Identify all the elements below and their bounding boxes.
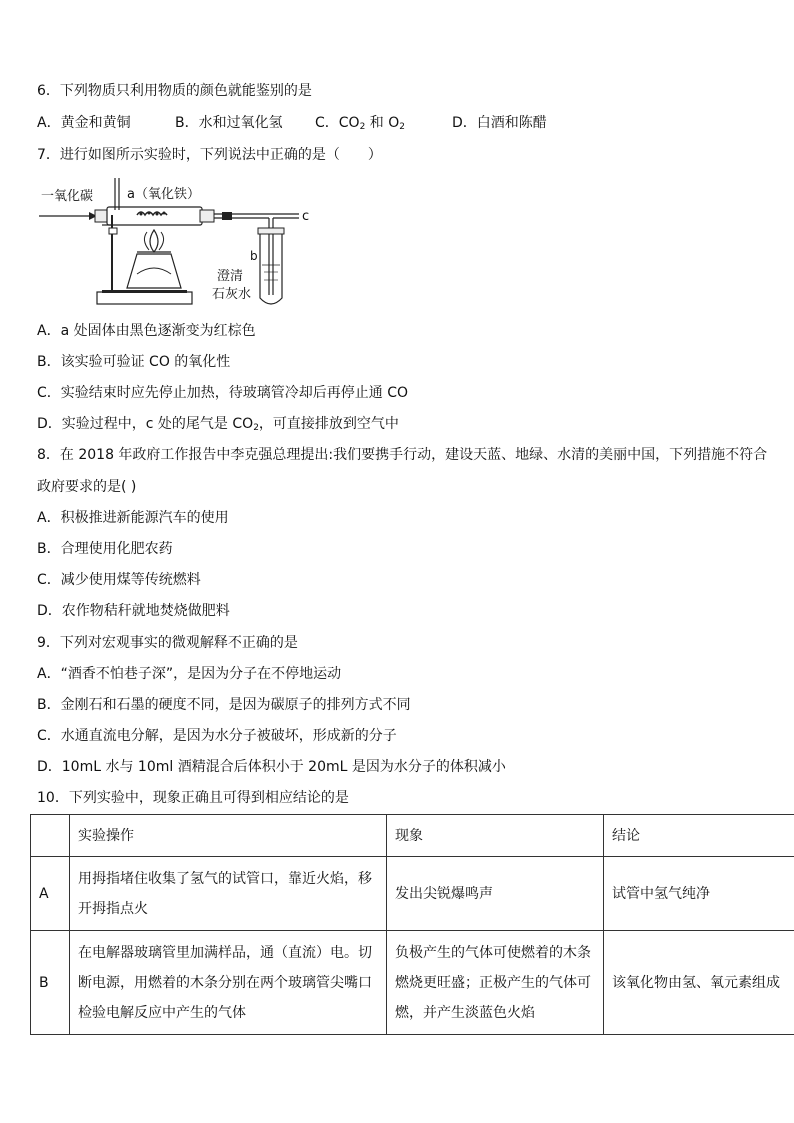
table-header-row — [31, 815, 794, 857]
row-conclusion: 试管中氢气纯净 — [604, 857, 794, 931]
row-conclusion: 该氧化物由氢、氧元素组成 — [604, 931, 794, 1035]
label-limewater-line1: 澄清 — [217, 269, 244, 284]
row-label: B — [31, 931, 70, 1035]
label-c: c — [302, 209, 310, 224]
q6-stem: 6．下列物质只利用物质的颜色就能鉴别的是 — [37, 83, 312, 99]
q8-stem-line1: 8．在 2018 年政府工作报告中李克强总理提出:我们要携手行动，建设天蓝、地绿、水清的美丽中国，下列措施不符合 — [37, 447, 768, 463]
q9-option-b: B．金刚石和石墨的硬度不同，是因为碳原子的排列方式不同 — [37, 697, 411, 713]
q6-options — [37, 113, 777, 133]
label-limewater-line2: 石灰水 — [212, 287, 252, 302]
q7-option-b: B．该实验可验证 CO 的氧化性 — [37, 354, 231, 370]
row-label: A — [31, 857, 70, 931]
q7-option-a: A．a 处固体由黑色逐渐变为红棕色 — [37, 323, 256, 339]
q10-stem: 10．下列实验中，现象正确且可得到相应结论的是 — [37, 790, 349, 806]
q8-option-a: A．积极推进新能源汽车的使用 — [37, 510, 229, 526]
header-cell-operation: 实验操作 — [70, 815, 387, 857]
label-carbon-monoxide: 一氧化碳 — [41, 189, 94, 204]
q9-option-d: D．10mL 水与 10ml 酒精混合后体积小于 20mL 是因为水分子的体积减小 — [37, 759, 506, 775]
header-cell-blank — [31, 815, 70, 857]
q7-option-c: C．实验结束时应先停止加热，待玻璃管冷却后再停止通 CO — [37, 385, 409, 401]
row-phenomenon: 发出尖锐爆鸣声 — [387, 857, 604, 931]
q8-option-c: C．减少使用煤等传统燃料 — [37, 572, 201, 588]
q7-stem: 7．进行如图所示实验时，下列说法中正确的是（ ） — [37, 147, 382, 163]
q9-option-a: A．“酒香不怕巷子深”，是因为分子在不停地运动 — [37, 666, 342, 682]
row-operation: 在电解器玻璃管里加满样品，通（直流）电。切断电源，用燃着的木条分别在两个玻璃管尖嘴口检验电解反应中产生的气体 — [70, 931, 387, 1035]
co-reduction-apparatus-figure — [37, 170, 357, 310]
table-row — [31, 857, 794, 931]
q9-option-c: C．水通直流电分解，是因为水分子被破坏，形成新的分子 — [37, 728, 397, 744]
q6-option-a: A．黄金和黄铜 — [37, 115, 131, 131]
q7-option-d: D．实验过程中，c 处的尾气是 $CO_2$，可直接排放到空气中 — [37, 416, 399, 433]
q6-option-b: B．水和过氧化氢 — [175, 115, 283, 131]
q8-option-b: B．合理使用化肥农药 — [37, 541, 173, 557]
header-cell-conclusion: 结论 — [604, 815, 794, 857]
q9-stem: 9．下列对宏观事实的微观解释不正确的是 — [37, 635, 298, 651]
label-b: b — [250, 249, 258, 263]
header-cell-phenomenon: 现象 — [387, 815, 604, 857]
q6-option-d: D．白酒和陈醋 — [452, 115, 547, 131]
q8-stem-line2: 政府要求的是( ) — [37, 479, 137, 495]
q10-table — [30, 814, 794, 1035]
row-operation: 用拇指堵住收集了氢气的试管口，靠近火焰，移开拇指点火 — [70, 857, 387, 931]
q6-option-c: C．$CO_2$ 和 $O_2$ — [315, 115, 405, 132]
label-a-iron-oxide: a（氧化铁） — [127, 187, 200, 202]
row-phenomenon: 负极产生的气体可使燃着的木条燃烧更旺盛；正极产生的气体可燃，并产生淡蓝色火焰 — [387, 931, 604, 1035]
q8-option-d: D．农作物秸秆就地焚烧做肥料 — [37, 603, 230, 619]
table-row — [31, 931, 794, 1035]
